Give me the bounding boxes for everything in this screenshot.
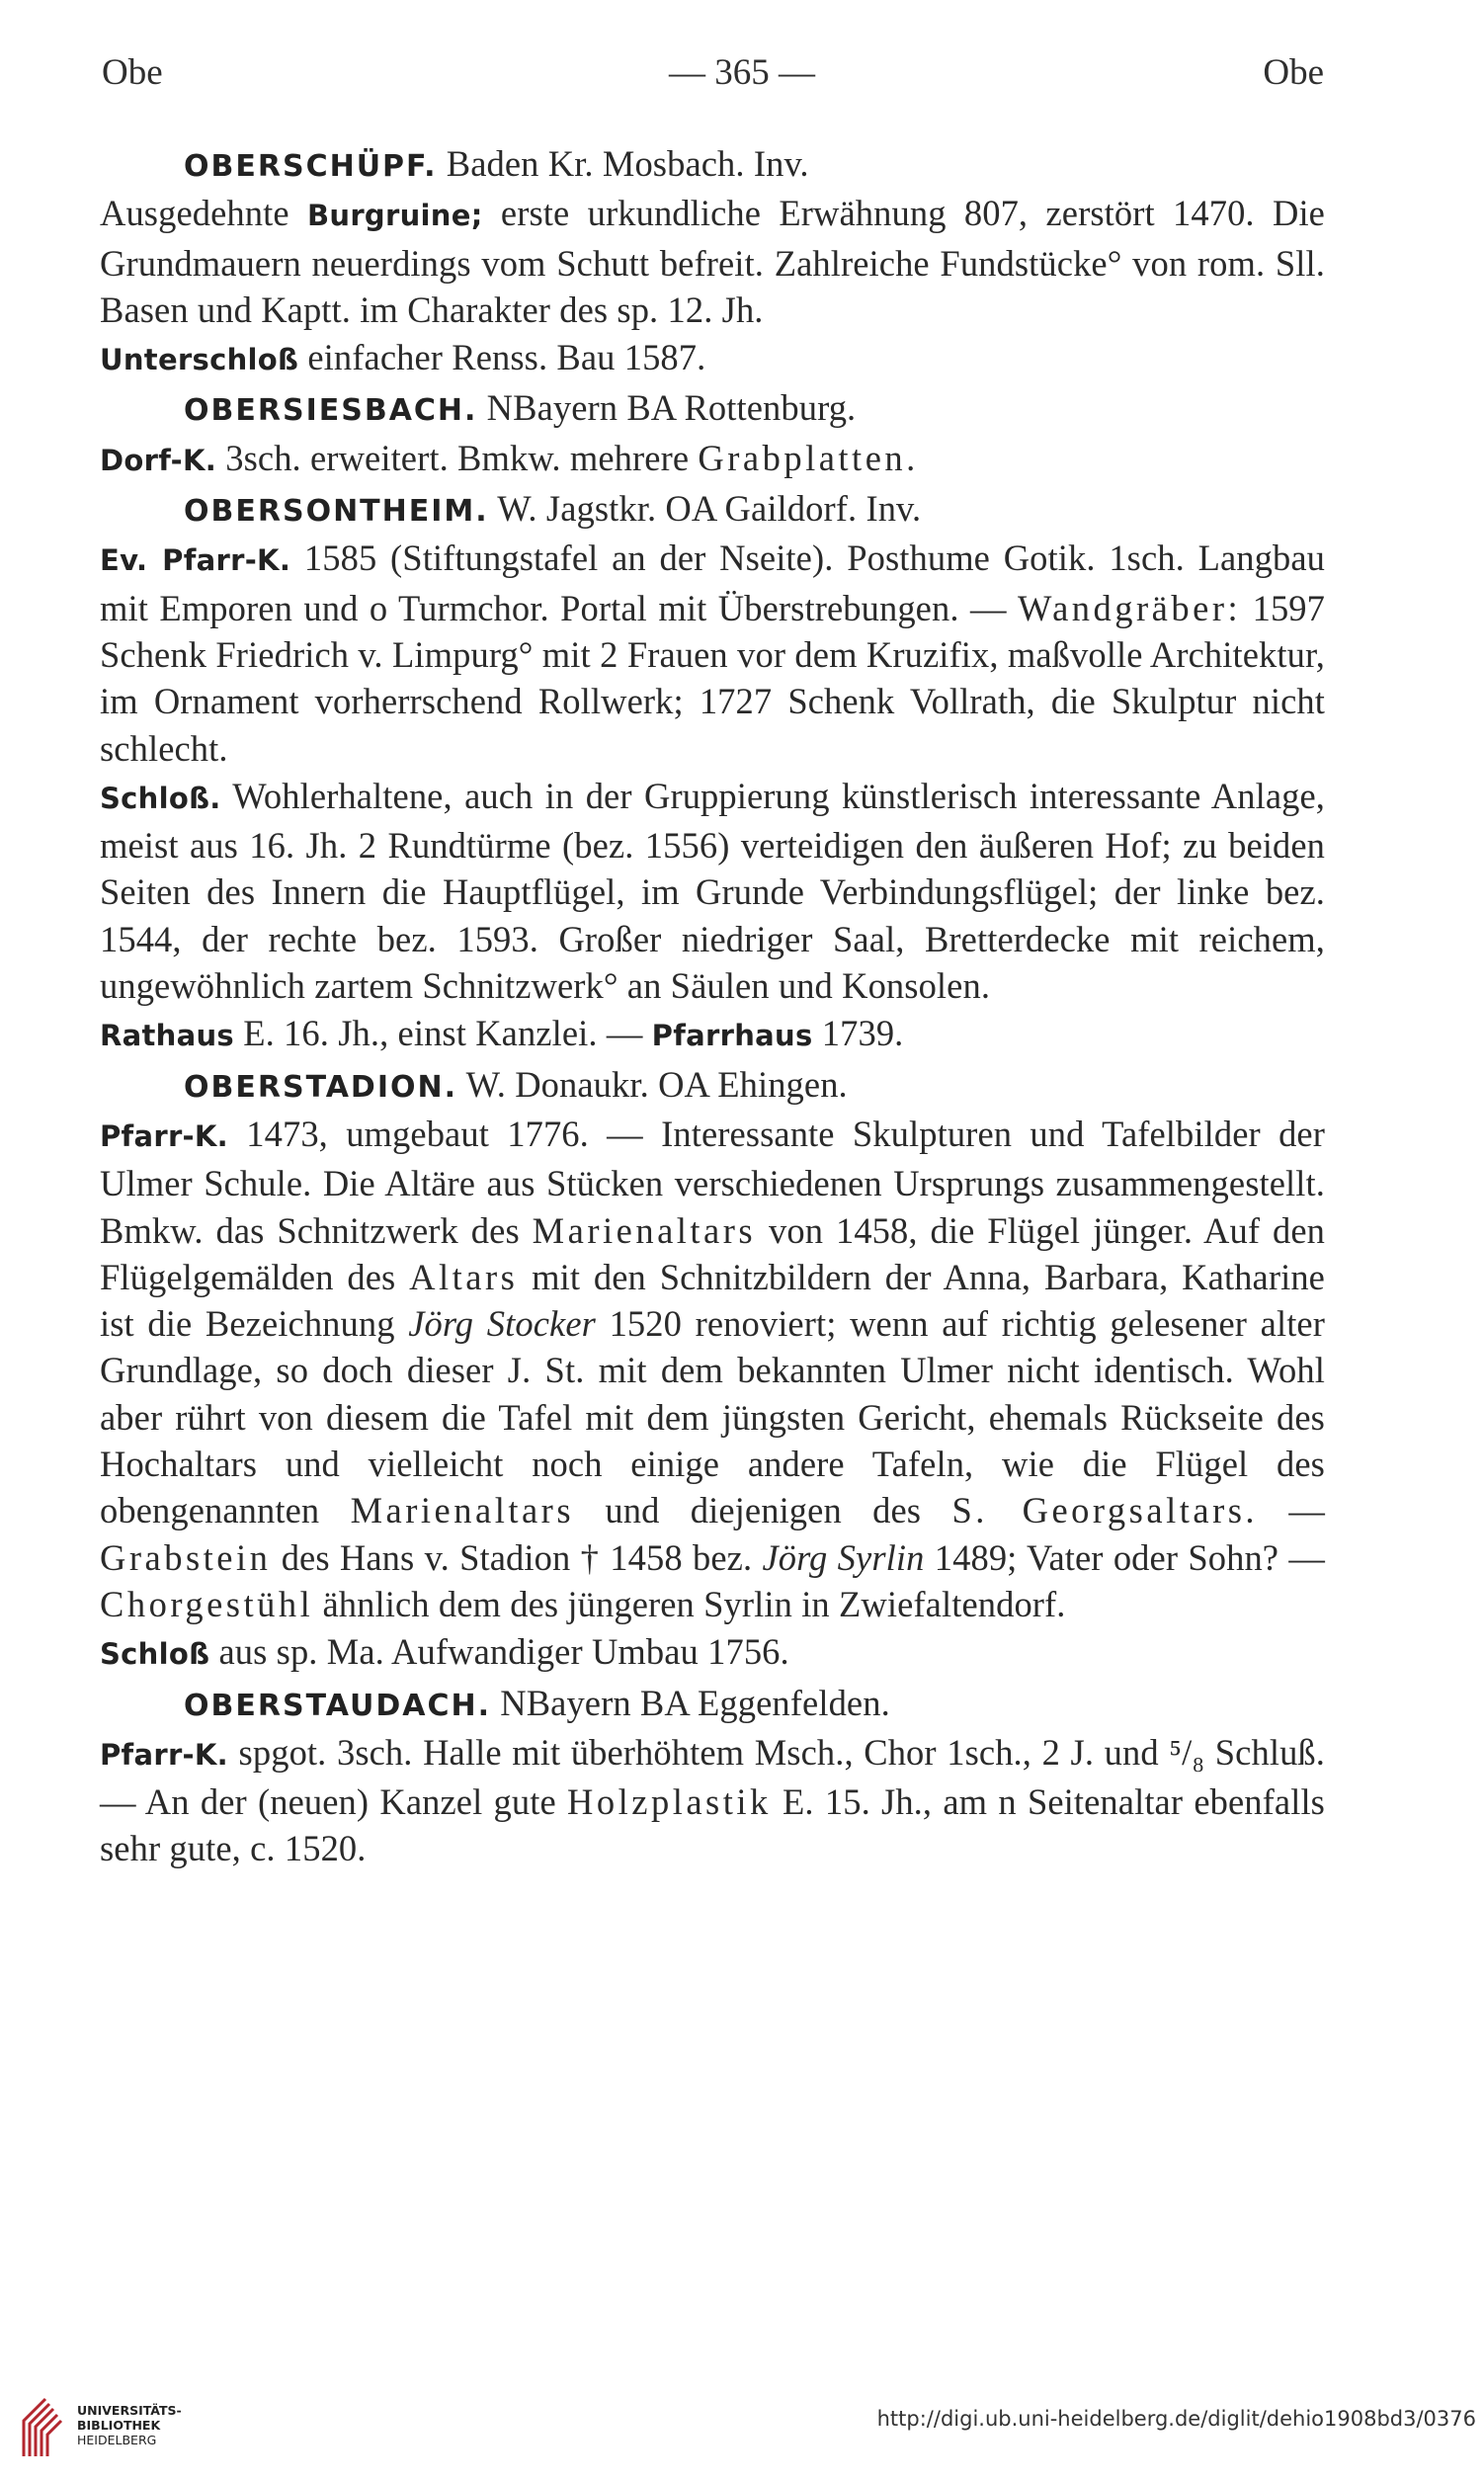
running-head-left: Obe (102, 52, 163, 93)
paragraph-text: 3sch. erweitert. Bmkw. mehrere (216, 437, 699, 478)
paragraph-keyword: Dorf-K. (100, 443, 217, 477)
page-number: — 365 — (669, 52, 815, 93)
entry-paragraph (100, 1010, 1325, 1059)
entry-heading: OBERSTADION. (184, 1069, 457, 1105)
entry-location: W. Donaukr. OA Ehingen. (465, 1063, 848, 1105)
paragraph-keyword: Rathaus (100, 1019, 234, 1053)
library-name-line: UNIVERSITÄTS- (77, 2403, 182, 2418)
entry-heading-line (100, 1680, 1325, 1729)
paragraph-text: des Hans v. Stadion † 1458 bez. (271, 1536, 763, 1578)
entry-heading: OBERSONTHEIM. (184, 494, 489, 530)
spaced-term: Altars (409, 1256, 519, 1297)
entry-heading-line (100, 140, 1325, 190)
entry-paragraph (100, 435, 1325, 484)
entry-paragraph (100, 1111, 1325, 1627)
entry-location: NBayern BA Rottenburg. (486, 387, 857, 429)
entry-paragraph (100, 535, 1325, 771)
paragraph-keyword: Unterschloß (100, 343, 299, 377)
spaced-term: Chorgestühl (100, 1583, 314, 1624)
paragraph-text: von 1458, die Flügel jünger. Auf den Flügelgemälden des (100, 1209, 1325, 1297)
paragraph-text: Ausgedehnte (100, 193, 307, 234)
paragraph-keyword: Schloß. (100, 781, 221, 815)
entry-heading-line (100, 384, 1325, 434)
paragraph-text: und diejenigen des (574, 1490, 952, 1531)
entry-location: NBayern BA Eggenfelden. (500, 1682, 890, 1723)
spaced-term: Grabstein (100, 1536, 272, 1578)
paragraph-text: 1739. (812, 1013, 904, 1054)
entry-paragraph (100, 334, 1325, 383)
spaced-term: Holzplastik (567, 1781, 772, 1823)
paragraph-text: erste urkundliche Erwähnung 807, zerstört 1470. Die Grundmauern neuerdings vom Schutt befreit. Zahlreiche Fundstücke° von rom. Sll. Basen und Kaptt. im Charakter des sp. 12. Jh. (100, 193, 1325, 330)
entry-location: W. Jagstkr. OA Gaildorf. Inv. (497, 488, 922, 530)
entry-heading-line (100, 485, 1325, 535)
paragraph-keyword: Pfarr-K. (100, 1118, 228, 1153)
entry-paragraph (100, 1729, 1325, 1872)
entry-paragraph (100, 1628, 1325, 1678)
entry-location: Baden Kr. Mosbach. Inv. (446, 143, 809, 184)
library-name-line: BIBLIOTHEK (77, 2418, 161, 2433)
italic-signature: Jörg Stocker (408, 1303, 596, 1345)
paragraph-text: E. 15. Jh., am n Seitenaltar ebenfalls sehr gute, c. 1520. (100, 1781, 1325, 1869)
paragraph-keyword: Ev. Pfarr-K. (100, 543, 291, 578)
paragraph-text: 1473, umgebaut 1776. — Interessante Skulpturen und Tafelbilder der Ulmer Schule. Die Altäre aus Stücken verschiedenen Ursprungs zusammengestellt. Bmkw. das Schnitzwerk des (100, 1113, 1325, 1251)
entry-paragraph (100, 190, 1325, 333)
paragraph-keyword: Schloß (100, 1637, 210, 1672)
entry-heading: OBERSCHÜPF. (184, 149, 438, 184)
library-emblem-icon (16, 2391, 65, 2460)
paragraph-text: 1597 Schenk Friedrich v. Limpurg° mit 2 Frauen vor dem Kruzifix, maßvolle Architektur, im Ornament vorherrschend Rollwerk; 1727 Schenk Vollrath, die Skulptur nicht schlecht. (100, 587, 1325, 769)
paragraph-text: ähnlich dem des jüngeren Syrlin in Zwiefaltendorf. (313, 1583, 1066, 1624)
paragraph-keyword: Pfarrhaus (651, 1019, 813, 1053)
paragraph-text: 1585 (Stiftungstafel an der Nseite). Posthume Gotik. 1sch. Langbau mit Emporen und o Turmchor. Portal mit Überstrebungen. — (100, 538, 1325, 628)
paragraph-text: 1489; Vater oder Sohn? — (924, 1536, 1325, 1578)
source-url[interactable]: http://digi.ub.uni-heidelberg.de/diglit/dehio1908bd3/0376 (876, 2407, 1476, 2431)
paragraph-keyword: Pfarr-K. (100, 1737, 228, 1772)
spaced-term: Marienaltars (350, 1490, 575, 1531)
library-name (77, 2403, 182, 2447)
paragraph-text: 1520 renoviert; wenn auf richtig gelesener alter Grundlage, so doch dieser J. St. mit dem bekannten Ulmer nicht identisch. Wohl aber rührt von diesem die Tafel mit dem jüngsten Gericht, ehemals Rückseite des Hochaltars und vielleicht noch einige andere Tafeln, wie die Flügel des obengenannten (100, 1303, 1325, 1531)
text-column (100, 140, 1325, 1872)
paragraph-text: — (1258, 1490, 1326, 1531)
entry-heading-line (100, 1061, 1325, 1111)
running-head (0, 51, 1484, 111)
entry-paragraph (100, 773, 1325, 1009)
paragraph-keyword: Burgruine; (306, 199, 483, 233)
paragraph-text: einfacher Renss. Bau 1587. (298, 337, 706, 378)
paragraph-text: mit den Schnitzbildern der Anna, Barbara, Katharine ist die Bezeichnung (100, 1256, 1325, 1345)
spaced-term: Wandgräber: (1018, 587, 1242, 628)
paragraph-text: aus sp. Ma. Aufwandiger Umbau 1756. (209, 1631, 789, 1673)
italic-signature: Jörg Syrlin (762, 1536, 925, 1578)
entry-heading: OBERSTAUDACH. (184, 1688, 491, 1723)
library-name-line: HEIDELBERG (77, 2433, 157, 2447)
paragraph-text: Wohlerhaltene, auch in der Gruppierung künstlerisch interessante Anlage, meist aus 16. Jh. 2 Rundtürme (bez. 1556) verteidigen den äußeren Hof; zu beiden Seiten des Innern die Hauptflügel, im Grunde Verbindungsflügel; der linke bez. 1544, der rechte bez. 1593. Großer niedriger Saal, Bretterdecke mit reichem, ungewöhnlich zartem Schnitzwerk° an Säulen und Konsolen. (100, 775, 1325, 1007)
entry-heading: OBERSIESBACH. (184, 393, 478, 429)
library-logo[interactable] (8, 2387, 225, 2471)
paragraph-text: E. 16. Jh., einst Kanzlei. — (233, 1013, 652, 1054)
paragraph-text: spgot. 3sch. Halle mit überhöhtem Msch., Chor 1sch., 2 J. und ⁵/₈ Schluß. — An der (neuen) Kanzel gute (100, 1731, 1325, 1823)
running-head-right: Obe (1263, 52, 1324, 93)
spaced-term: Marienaltars (532, 1209, 757, 1251)
spaced-term: Grabplatten. (698, 437, 919, 478)
spaced-term: S. Georgsaltars. (951, 1490, 1259, 1531)
